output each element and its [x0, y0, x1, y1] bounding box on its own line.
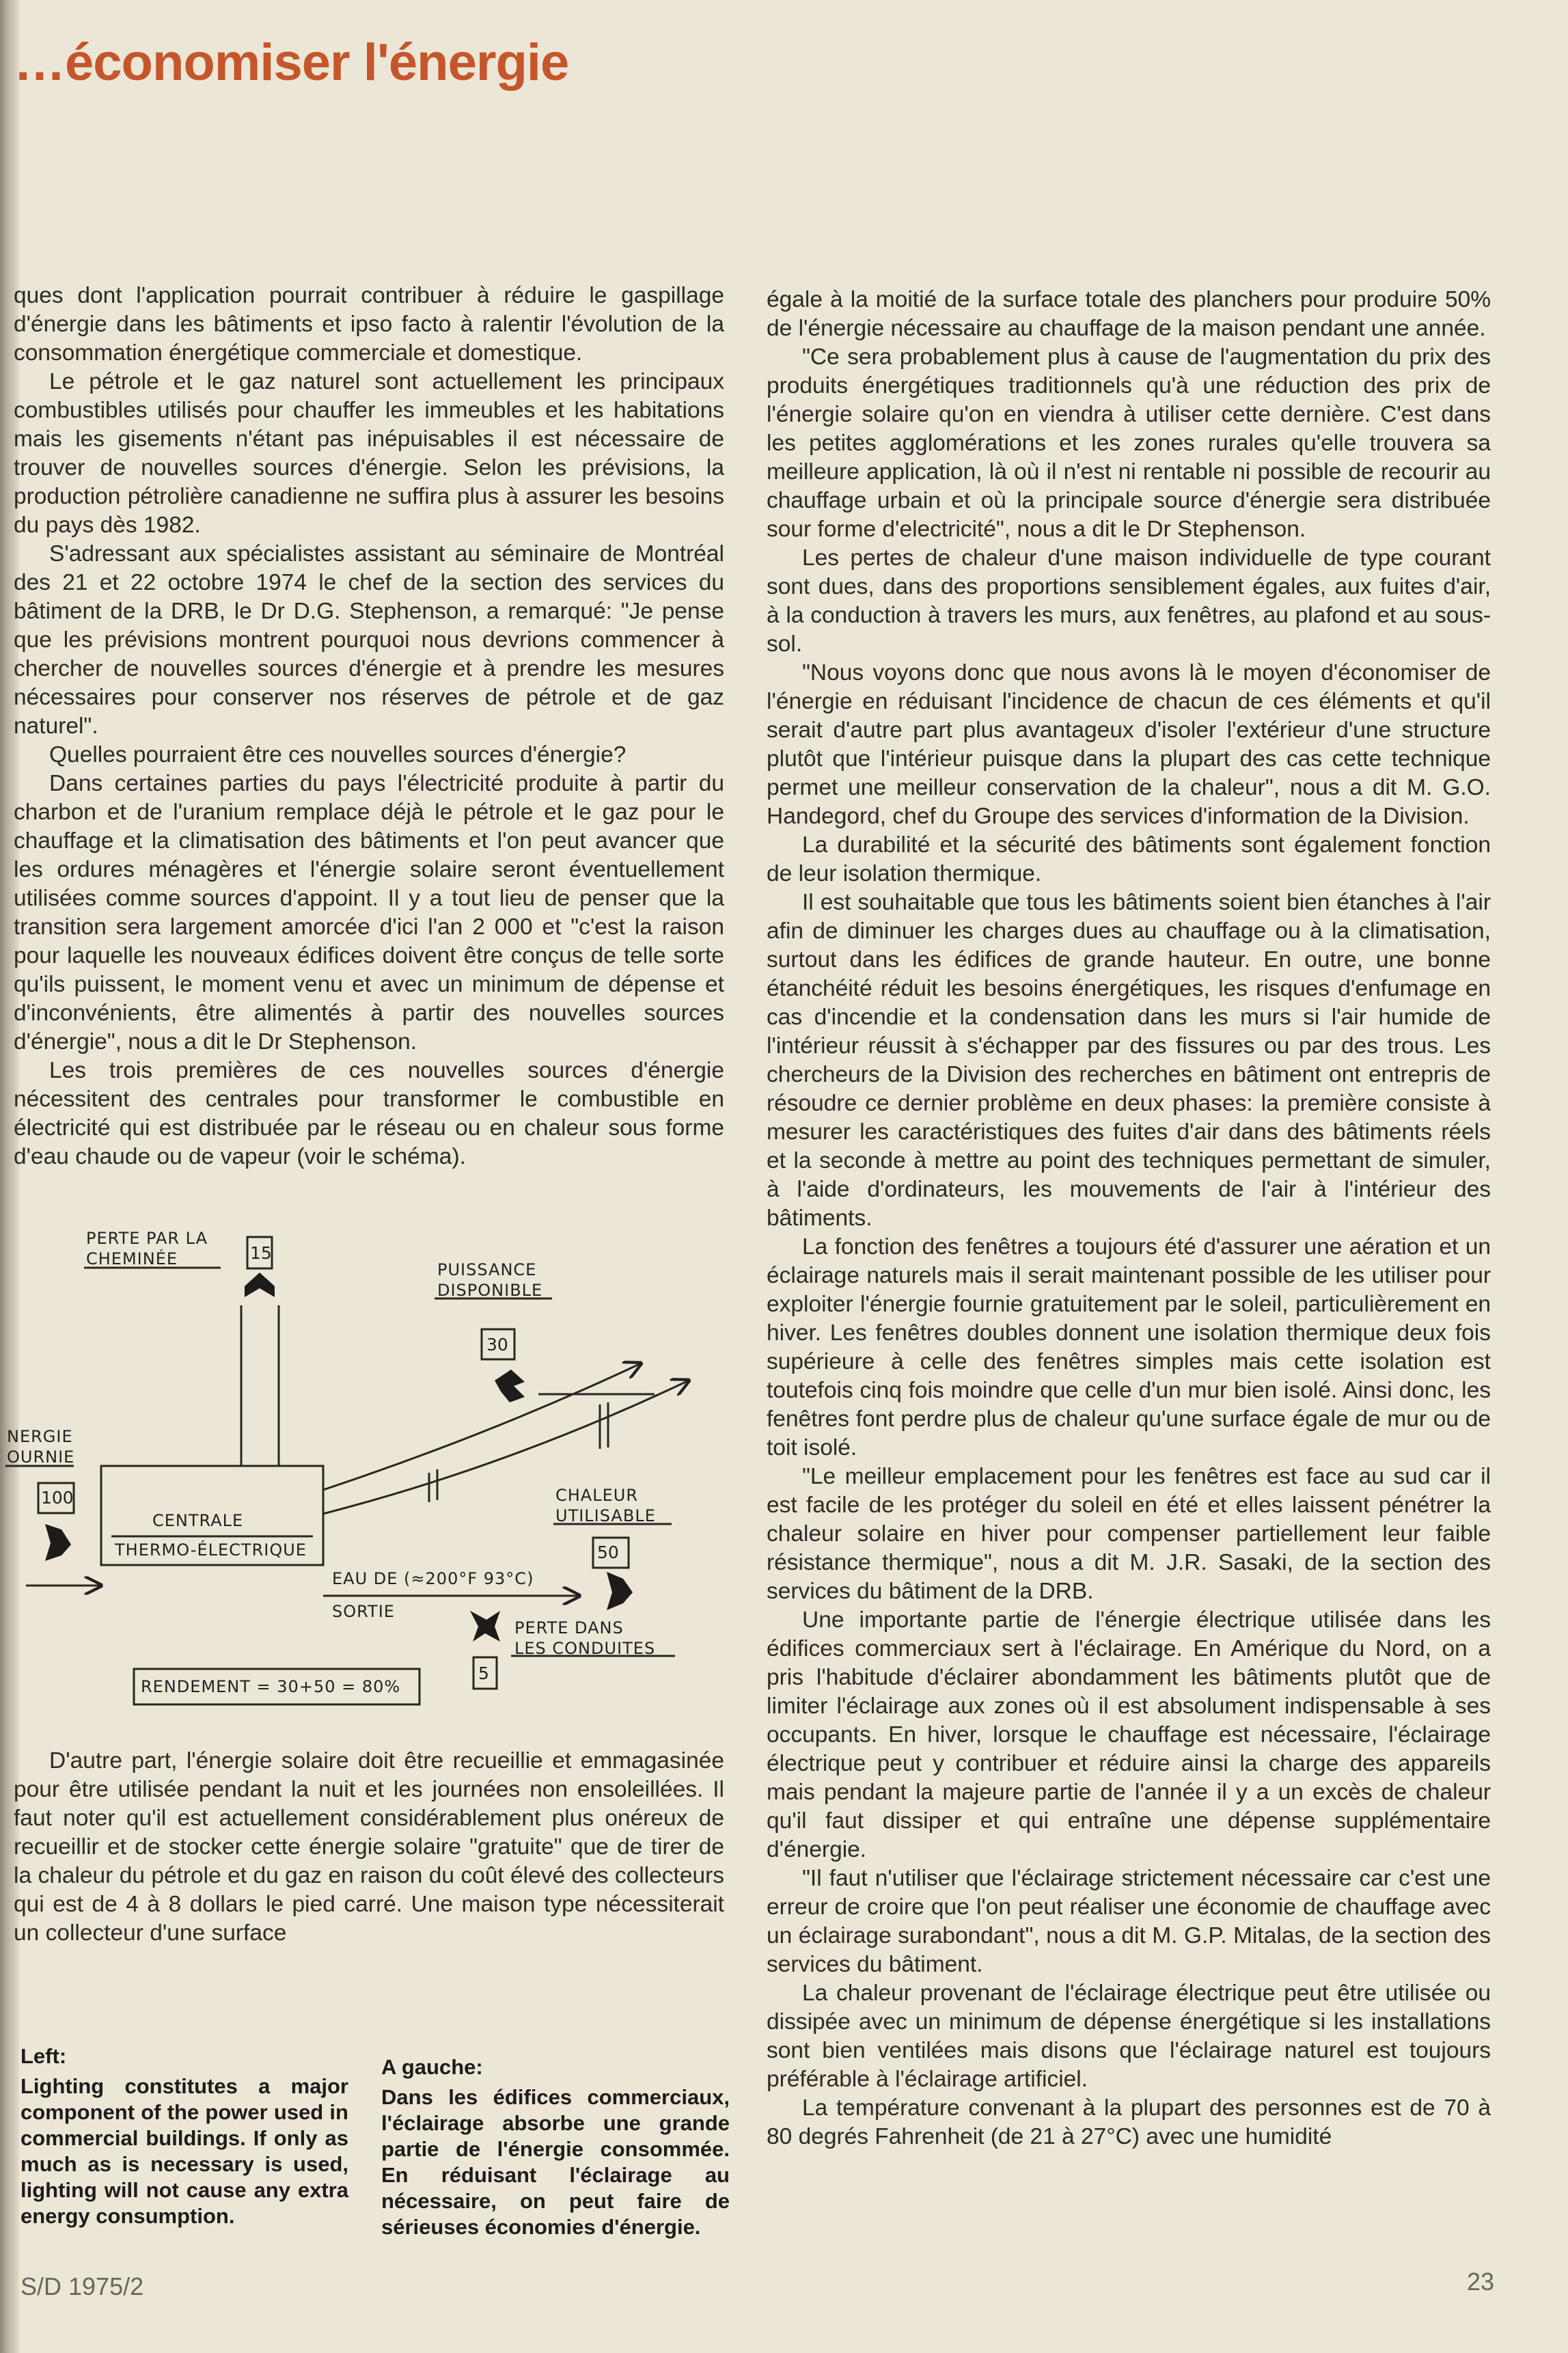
page-number: 23: [1467, 2268, 1495, 2296]
pipe-loss-value: 5: [478, 1663, 489, 1683]
plant-label: CENTRALE: [152, 1511, 244, 1530]
paragraph: La chaleur provenant de l'éclairage électrique peut être utilisée ou dissipée avec un minimum de dépense énergétique si les installations sont bien ventilées mais disons que l'éclairage naturel est toujours préférable à l'éclairage artificiel.: [767, 1981, 1491, 2092]
chimney-loss-label: CHEMINÉE: [86, 1249, 178, 1268]
caption-title: A gauche:: [381, 2055, 483, 2079]
paragraph: Le pétrole et le gaz naturel sont actuellement les principaux combustibles utilisés pour chauffer les immeubles et les habitations mais les gisements n'étant pas inépuisables il est nécessaire de trouver de nouvelles sources d'énergie. Selon les prévisions, la production pétrolière canadienne ne suffira plus à assurer les besoins du pays dès 1982.: [14, 369, 724, 538]
usable-heat-label: CHALEUR: [555, 1486, 638, 1505]
paragraph: Les pertes de chaleur d'une maison individuelle de type courant sont dues, dans des proportions sensiblement égales, aux fuites d'air, à la conduction à travers les murs, aux fenêtres, au plafond et au sous-sol.: [767, 545, 1491, 657]
caption-text: Dans les édifices commerciaux, l'éclairage absorbe une grande partie de l'énergie consommée. En réduisant l'éclairage au nécessaire, on peut faire de sérieuses économies d'énergie.: [381, 2085, 730, 2239]
left-column: [14, 282, 724, 1171]
energy-supplied-label: NERGIE: [7, 1427, 73, 1446]
chimney-loss-label: PERTE PAR LA: [86, 1229, 208, 1248]
energy-supplied-value: 100: [41, 1488, 74, 1508]
outlet-label: SORTIE: [332, 1602, 395, 1621]
paragraph: La fonction des fenêtres a toujours été d'assurer une aération et un éclairage naturels mais il serait maintenant possible de les utiliser pour exploiter l'énergie fournie gratuitement par le soleil, particulièrement en hiver. Les fenêtres doubles donnent une isolation thermique deux fois supérieure à celle des fenêtres simples mais cette isolation est toutefois cinq fois moindre que celle d'un mur bien isolé. Ainsi donc, les fenêtres font perdre plus de chaleur qu'une surface égale de mur ou de toit isolé.: [767, 1234, 1491, 1460]
caption-title: Left:: [20, 2044, 67, 2068]
paragraph: S'adressant aux spécialistes assistant au séminaire de Montréal des 21 et 22 octobre 1974 le chef de la section des services du bâtiment de la DRB, le Dr D.G. Stephenson, a remarqué: "Je pense que les prévisions montrent pourquoi nous devrions commencer à chercher de nouvelles sources d'énergie et à prendre les mesures nécessaires pour conserver nos réserves de pétrole et de gaz naturel".: [14, 541, 724, 739]
paragraph: Quelles pourraient être ces nouvelles sources d'énergie?: [49, 742, 627, 767]
caption-english: [20, 2043, 348, 2229]
paragraph: égale à la moitié de la surface totale des planchers pour produire 50% de l'énergie nécessaire au chauffage de la maison pendant une année.: [767, 287, 1491, 341]
paragraph: Une importante partie de l'énergie électrique utilisée dans les édifices commerciaux sert à l'éclairage. En Amérique du Nord, on a pris l'habitude d'éclairer abondamment les bâtiments plutôt que de limiter l'éclairage aux zones où il est absolument indispensable à ses occupants. En hiver, lorsque le chauffage est nécessaire, l'éclairage électrique peut y contribuer et réduire ainsi la charge des appareils mais pendant la majeure partie de l'année il y a un excès de chaleur qu'il faut dissiper et qui entraîne une dépense supplémentaire d'énergie.: [767, 1607, 1491, 1862]
paragraph: La durabilité et la sécurité des bâtiments sont également fonction de leur isolation thermique.: [767, 832, 1491, 886]
energy-flow-diagram: [5, 1223, 737, 1729]
efficiency-label: RENDEMENT = 30+50 = 80%: [141, 1677, 401, 1696]
paragraph: "Ce sera probablement plus à cause de l'augmentation du prix des produits énergétiques traditionnels qu'à une réduction des prix de l'énergie solaire qu'on en viendra à utiliser cette dernière. C'est dans les petites agglomérations et les zones rurales qu'elle trouvera sa meilleure application, là où il n'est ni rentable ni possible de recourir au chauffage urbain et où la principale source d'énergie sera distribuée sour forme d'electricité", nous a dit le Dr Stephenson.: [767, 344, 1491, 542]
available-power-value: 30: [486, 1335, 508, 1355]
paragraph: La température convenant à la plupart des personnes est de 70 à 80 degrés Fahrenheit (de 21 à 27°C) avec une humidité: [767, 2095, 1491, 2149]
issue-folio: S/D 1975/2: [20, 2272, 144, 2300]
page-headline: …économiser l'énergie: [14, 33, 569, 92]
paragraph: ques dont l'application pourrait contribuer à réduire le gaspillage d'énergie dans les bâtiments et ipso facto à ralentir l'évolution de la consommation énergétique commerciale et domestique.: [14, 283, 724, 366]
pipe-loss-label: PERTE DANS: [514, 1618, 624, 1637]
pipe-loss-label: LES CONDUITES: [514, 1639, 656, 1658]
paragraph: "Il faut n'utiliser que l'éclairage strictement nécessaire car c'est une erreur de croire que l'on peut réaliser une économie de chauffage avec un éclairage surabondant", nous a dit M. G.P. Mitalas, de la section des services du bâtiment.: [767, 1866, 1491, 1977]
usable-heat-label: UTILISABLE: [555, 1506, 656, 1525]
paragraph: "Nous voyons donc que nous avons là le moyen d'économiser de l'énergie en réduisant l'incidence de chacun de ces éléments et qu'il serait d'autre part plus avantageux d'isoler l'extérieur d'une structure plutôt que l'intérieur puisque dans la plupart des cas cette technique permet une meilleur conservation de la chaleur", nous a dit M. G.O. Handegord, chef du Groupe des services d'information de la Division.: [767, 660, 1491, 829]
left-column-continued: [14, 1747, 724, 1948]
available-power-label: PUISSANCE: [437, 1260, 537, 1279]
diagram-labels: [7, 1229, 656, 1696]
caption-french: [381, 2054, 730, 2240]
water-label: EAU DE (≈200°F 93°C): [332, 1569, 534, 1588]
right-column: [767, 286, 1491, 2151]
paragraph: D'autre part, l'énergie solaire doit être recueillie et emmagasinée pour être utilisée pendant la nuit et les journées non ensoleillées. Il faut noter qu'il est actuellement considérablement plus onéreux de recueillir et de stocker cette énergie solaire "gratuite" que de tirer de la chaleur du pétrole et du gaz en raison du coût élevé des collecteurs qui est de 4 à 8 dollars le pied carré. Une maison type nécessiterait un collecteur d'une surface: [14, 1748, 724, 1946]
usable-heat-value: 50: [597, 1542, 619, 1562]
paragraph: "Le meilleur emplacement pour les fenêtres est face au sud car il est facile de les protéger du soleil en été et elles laissent pénétrer la chaleur solaire en hiver pour compenser partiellement leur faible résistance thermique", nous a dit M. J.R. Sasaki, de la section des services du bâtiment de la DRB.: [767, 1464, 1491, 1604]
paragraph: Les trois premières de ces nouvelles sources d'énergie nécessitent des centrales pour transformer le combustible en électricité qui est distribuée par le réseau ou en chaleur sous forme d'eau chaude ou de vapeur (voir le schéma).: [14, 1058, 724, 1169]
plant-label: THERMO-ÉLECTRIQUE: [115, 1540, 307, 1560]
paragraph: Dans certaines parties du pays l'électricité produite à partir du charbon et de l'uranium remplace déjà le pétrole et le gaz pour le chauffage et la climatisation des bâtiments et l'on peut avancer que les ordures ménagères et l'énergie solaire seront éventuellement utilisées comme sources d'appoint. Il y a tout lieu de penser que la transition sera largement amorcée d'ici l'an 2 000 et "c'est la raison pour laquelle les nouveaux édifices doivent être conçus de telle sorte qu'ils puissent, le moment venu et avec un minimum de dépense et d'inconvénients, être alimentés à partir des nouvelles sources d'énergie", nous a dit le Dr Stephenson.: [14, 771, 724, 1055]
available-power-label: DISPONIBLE: [437, 1281, 543, 1300]
chimney-loss-value: 15: [250, 1243, 272, 1263]
energy-supplied-label: OURNIE: [7, 1447, 75, 1467]
caption-text: Lighting constitutes a major component of the power used in commercial buildings. If only as much as is necessary is used, lighting will not cause any extra energy consumption.: [20, 2074, 348, 2228]
paragraph: Il est souhaitable que tous les bâtiments soient bien étanches à l'air afin de diminuer les charges dues au chauffage ou à la climatisation, surtout dans les édifices de grande hauteur. En outre, une bonne étanchéité réduit les besoins énergétiques, les risques d'enfumage en cas d'incendie et la condensation dans les murs si l'air humide de l'intérieur réussit à s'échapper par des fissures ou par des trous. Les chercheurs de la Division des recherches en bâtiment ont entrepris de résoudre ce dernier problème en deux phases: la première consiste à mesurer les caractéristiques des fuites d'air dans des bâtiments réels et la seconde à mettre au point des techniques permettant de simuler, à l'aide d'ordinateurs, les mouvements de l'air à l'intérieur des bâtiments.: [767, 890, 1491, 1231]
